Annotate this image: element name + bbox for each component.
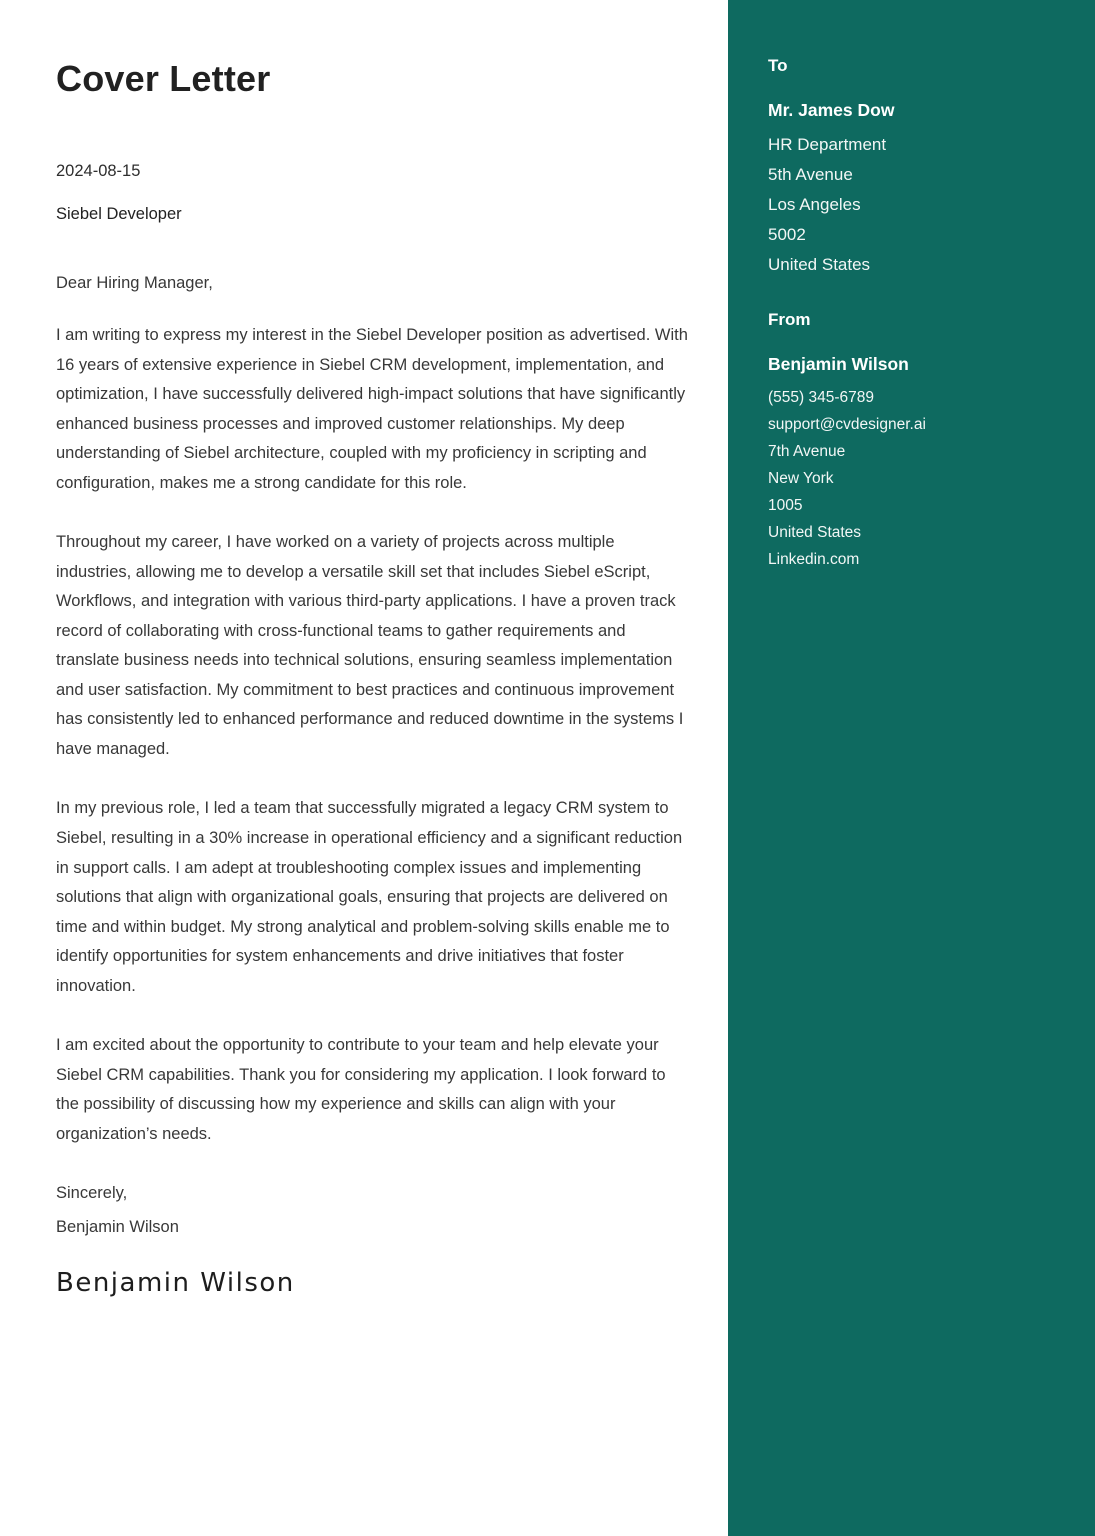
recipient-department: HR Department bbox=[768, 135, 887, 154]
sender-linkedin: Linkedin.com bbox=[768, 551, 860, 568]
paragraph-2: Throughout my career, I have worked on a variety of projects across multiple industries, allowing me to develop a versatile skill set that includes Siebel eScript, Workflows, and integration with various third-party applications. I have a proven track record of collaborating with cross-functional teams to gather requirements and translate business needs into technical solutions, ensuring seamless implementation and user satisfaction. My commitment to best practices and continuous improvement has consistently led to enhanced performance and reduced downtime in the systems I have managed. bbox=[56, 533, 684, 758]
sender-zip: 1005 bbox=[768, 497, 803, 514]
contact-sidebar bbox=[728, 0, 1095, 1536]
from-section bbox=[768, 310, 1065, 573]
letter-date: 2024-08-15 bbox=[56, 162, 141, 180]
recipient-street: 5th Avenue bbox=[768, 165, 853, 184]
recipient-country: United States bbox=[768, 255, 871, 274]
sender-name: Benjamin Wilson bbox=[768, 354, 909, 374]
recipient-city: Los Angeles bbox=[768, 195, 861, 214]
sender-city: New York bbox=[768, 470, 834, 487]
closing-name: Benjamin Wilson bbox=[56, 1217, 179, 1236]
letter-subject: Siebel Developer bbox=[56, 205, 182, 223]
recipient-name: Mr. James Dow bbox=[768, 100, 895, 120]
paragraph-4: I am excited about the opportunity to contribute to your team and help elevate your Siebel CRM capabilities. Thank you for considering my application. I look forward to the possibility of discussing how my experience and skills can align with your organization’s needs. bbox=[56, 1036, 666, 1143]
to-section bbox=[768, 56, 1065, 280]
to-label: To bbox=[768, 56, 788, 75]
sender-street: 7th Avenue bbox=[768, 443, 846, 460]
salutation: Dear Hiring Manager, bbox=[56, 274, 213, 292]
closing-sincerely: Sincerely, bbox=[56, 1184, 128, 1203]
paragraph-1: I am writing to express my interest in the Siebel Developer position as advertised. With 16 years of extensive experience in Siebel CRM development, implementation, and optimization, I have successfully delivered high-impact solutions that have significantly enhanced business processes and improved customer relationships. My deep understanding of Siebel architecture, coupled with my proficiency in scripting and configuration, makes me a strong candidate for this role. bbox=[56, 326, 688, 492]
page-title: Cover Letter bbox=[56, 58, 271, 99]
signature-handwriting: Benjamin Wilson bbox=[56, 1268, 295, 1299]
paragraph-3: In my previous role, I led a team that successfully migrated a legacy CRM system to Siebel, resulting in a 30% increase in operational efficiency and a significant reduction in support calls. I am adept at troubleshooting complex issues and implementing solutions that align with organizational goals, ensuring that projects are delivered on time and within budget. My strong analytical and problem-solving skills enable me to identify opportunities for system enhancements and drive initiatives that foster innovation. bbox=[56, 799, 683, 995]
sender-phone: (555) 345-6789 bbox=[768, 389, 874, 406]
from-label: From bbox=[768, 310, 811, 329]
recipient-zip: 5002 bbox=[768, 225, 806, 244]
sender-email: support@cvdesigner.ai bbox=[768, 416, 926, 433]
sender-country: United States bbox=[768, 524, 862, 541]
